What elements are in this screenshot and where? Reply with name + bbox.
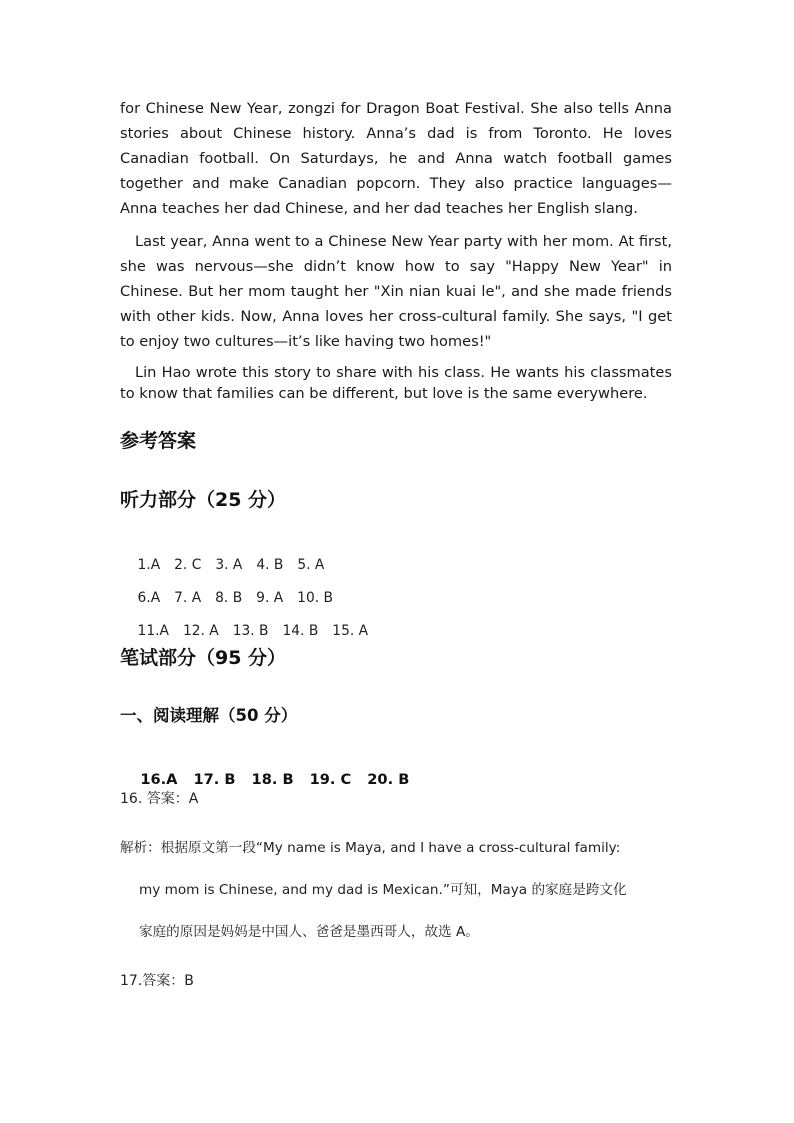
answer-item: 13. B <box>232 623 269 639</box>
q17-answer: 17.答案：B <box>120 973 194 989</box>
passage-paragraph-1: for Chinese New Year, zongzi for Dragon Boat Festival. She also tells Anna stories about Chinese history. Anna’s dad is from Toronto. He loves Canadian football. On Saturdays, he and Anna watch football games together and make Canadian popcorn. They also practice languages—Anna teaches her dad Chinese, and her dad teaches her English slang. <box>120 100 672 217</box>
answer-item: 5. A <box>297 557 325 573</box>
answer-item: 4. B <box>256 557 284 573</box>
answer-item: 3. A <box>215 557 243 573</box>
answer-item: 7. A <box>174 590 202 606</box>
passage-paragraph-3: Lin Hao wrote this story to share with his class. He wants his classmates to know that families can be different, but love is the same everywhere. <box>120 364 672 402</box>
answer-item: 15. A <box>332 623 369 639</box>
answer-item: 8. B <box>215 590 243 606</box>
listening-section-title: 听力部分（25 分） <box>120 489 287 511</box>
q16-explanation-line-2: my mom is Chinese, and my dad is Mexican.”可知，Maya 的家庭是跨文化 <box>139 882 627 898</box>
answer-item: 1.A <box>137 557 161 573</box>
answer-item: 16.A <box>140 771 178 788</box>
answer-item: 10. B <box>297 590 333 606</box>
answer-item: 14. B <box>282 623 319 639</box>
answer-item: 17. B <box>193 771 236 788</box>
reading-section-title: 一、阅读理解（50 分） <box>120 706 298 725</box>
passage-paragraph-2: Last year, Anna went to a Chinese New Year party with her mom. At first, she was nervous—she didn’t know how to say "Happy New Year" in Chinese. But her mom taught her "Xin nian kuai le", and she made friends with other kids. Now, Anna loves her cross-cultural family. She says, "I get to enjoy two cultures—it’s like having two homes!" <box>120 233 672 350</box>
q16-explanation-line-1: 解析：根据原文第一段“My name is Maya, and I have a cross-cultural family: <box>120 840 621 856</box>
answer-item: 19. C <box>309 771 352 788</box>
answer-item: 9. A <box>256 590 284 606</box>
writing-section-title: 笔试部分（95 分） <box>120 647 287 669</box>
q16-explanation-line-3: 家庭的原因是妈妈是中国人、爸爸是墨西哥人，故选 A。 <box>139 924 479 940</box>
answer-item: 18. B <box>251 771 294 788</box>
answer-item: 6.A <box>137 590 161 606</box>
answer-key-title: 参考答案 <box>120 430 197 452</box>
answer-item: 12. A <box>182 623 219 639</box>
q16-answer: 16. 答案：A <box>120 791 199 807</box>
answer-item: 20. B <box>367 771 410 788</box>
answer-item: 11.A <box>137 623 169 639</box>
answer-item: 2. C <box>174 557 202 573</box>
